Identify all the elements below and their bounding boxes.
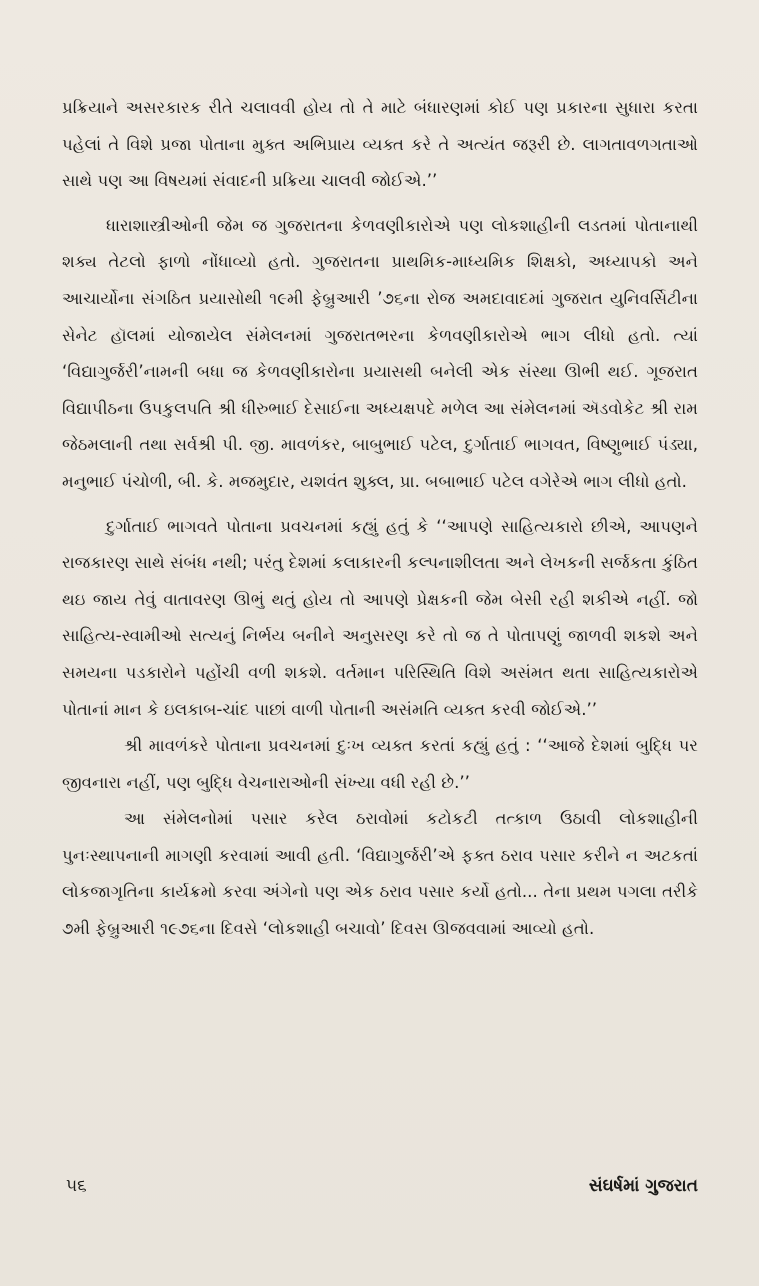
paragraph-4: શ્રી માવળંકરે પોતાના પ્રવચનમાં દુઃખ વ્યક્ત કરતાં કહ્યું હતું : ‘‘આજે દેશમાં બુદ્ધિ પર જીવનારા નહીં, પણ બુદ્ધિ વેચનારાઓની સંખ્યા વધી રહી છે.’’ (62, 736, 698, 792)
paragraph-1: પ્રક્રિયાને અસરકારક રીતે ચલાવવી હોય તો તે માટે બંધારણમાં કોઈ પણ પ્રકારના સુધારા કરતા પહેલાં તે વિશે પ્રજા પોતાના મુક્ત અભિપ્રાય વ્યક્ત કરે તે અત્યંત જરૂરી છે. લાગતાવળગતાઓ સાથે પણ આ વિષયમાં સંવાદની પ્રક્રિયા ચાલવી જોઈએ.’’ (62, 98, 698, 191)
page-body (62, 90, 698, 948)
paragraph-3: દુર્ગાતાઈ ભાગવતે પોતાના પ્રવચનમાં કહ્યું હતું કે ‘‘આપણે સાહિત્યકારો છીએ, આપણને રાજકારણ સાથે સંબંધ નથી; પરંતુ દેશમાં કલાકારની કલ્પનાશીલતા અને લેખકની સર્જકતા કુંઠિત થઇ જાય તેવું વાતાવરણ ઊભું થતું હોય તો આપણે પ્રેક્ષકની જેમ બેસી રહી શકીએ નહીં. જો સાહિત્ય-સ્વામીઓ સત્યનું નિર્ભય બનીને અનુસરણ કરે તો જ તે પોતાપણું જાળવી શકશે અને સમયના પડકારોને પહોંચી વળી શકશે. વર્તમાન પરિસ્થિતિ વિશે અસંમત થતા સાહિત્યકારોએ પોતાનાં માન કે ઇલકાબ-ચાંદ પાછાં વાળી પોતાની અસંમતિ વ્યક્ત કરવી જોઈએ.’’ (62, 516, 698, 719)
paragraph-5: આ સંમેલનોમાં પસાર કરેલ ઠરાવોમાં કટોકટી તત્કાળ ઉઠાવી લોકશાહીની પુનઃસ્થાપનાની માગણી કરવામાં આવી હતી. ‘વિદ્યાગુર્જરી’એ ફક્ત ઠરાવ પસાર કરીને ન અટકતાં લોકજાગૃતિના કાર્યક્રમો કરવા અંગેનો પણ એક ઠરાવ પસાર કર્યો હતો... તેના પ્રથમ પગલા તરીકે ૭મી ફેબ્રુઆરી ૧૯૭૬ના દિવસે ‘લોકશાહી બચાવો’ દિવસ ઊજવવામાં આવ્યો હતો. (62, 809, 698, 939)
running-book-title: સંઘર્ષમાં ગુજરાત (588, 1176, 698, 1196)
page-number: ૫૬ (66, 1176, 87, 1196)
page-footer (62, 1170, 698, 1210)
paragraph-2: ધારાશાસ્ત્રીઓની જેમ જ ગુજરાતના કેળવણીકારોએ પણ લોકશાહીની લડતમાં પોતાનાથી શક્ય તેટલો ફાળો નોંધાવ્યો હતો. ગુજરાતના પ્રાથમિક-માધ્યમિક શિક્ષકો, અધ્યાપકો અને આચાર્યોના સંગઠિત પ્રયાસોથી ૧૯મી ફેબ્રુઆરી ’૭૬ના રોજ અમદાવાદમાં ગુજરાત યુનિવર્સિટીના સેનેટ હૉલમાં યોજાયેલ સંમેલનમાં ગુજરાતભરના કેળવણીકારોએ ભાગ લીધો હતો. ત્યાં ‘વિદ્યાગુર્જરી’નામની બધા જ કેળવણીકારોના પ્રયાસથી બનેલી એક સંસ્થા ઊભી થઈ. ગૂજરાત વિદ્યાપીઠના ઉપકુલપતિ શ્રી ધીરુભાઈ દેસાઈના અધ્યક્ષપદે મળેલ આ સંમેલનમાં ઍડવોકેટ શ્રી રામ જેઠમલાની તથા સર્વશ્રી પી. જી. માવળંકર, બાબુભાઈ પટેલ, દુર્ગાતાઈ ભાગવત, વિષ્ણુભાઈ પંડ્યા, મનુભાઈ પંચોળી, બી. કે. મજમુદાર, યશવંત શુક્લ, પ્રા. બબાભાઈ પટેલ વગેરેએ ભાગ લીધો હતો. (62, 215, 698, 491)
